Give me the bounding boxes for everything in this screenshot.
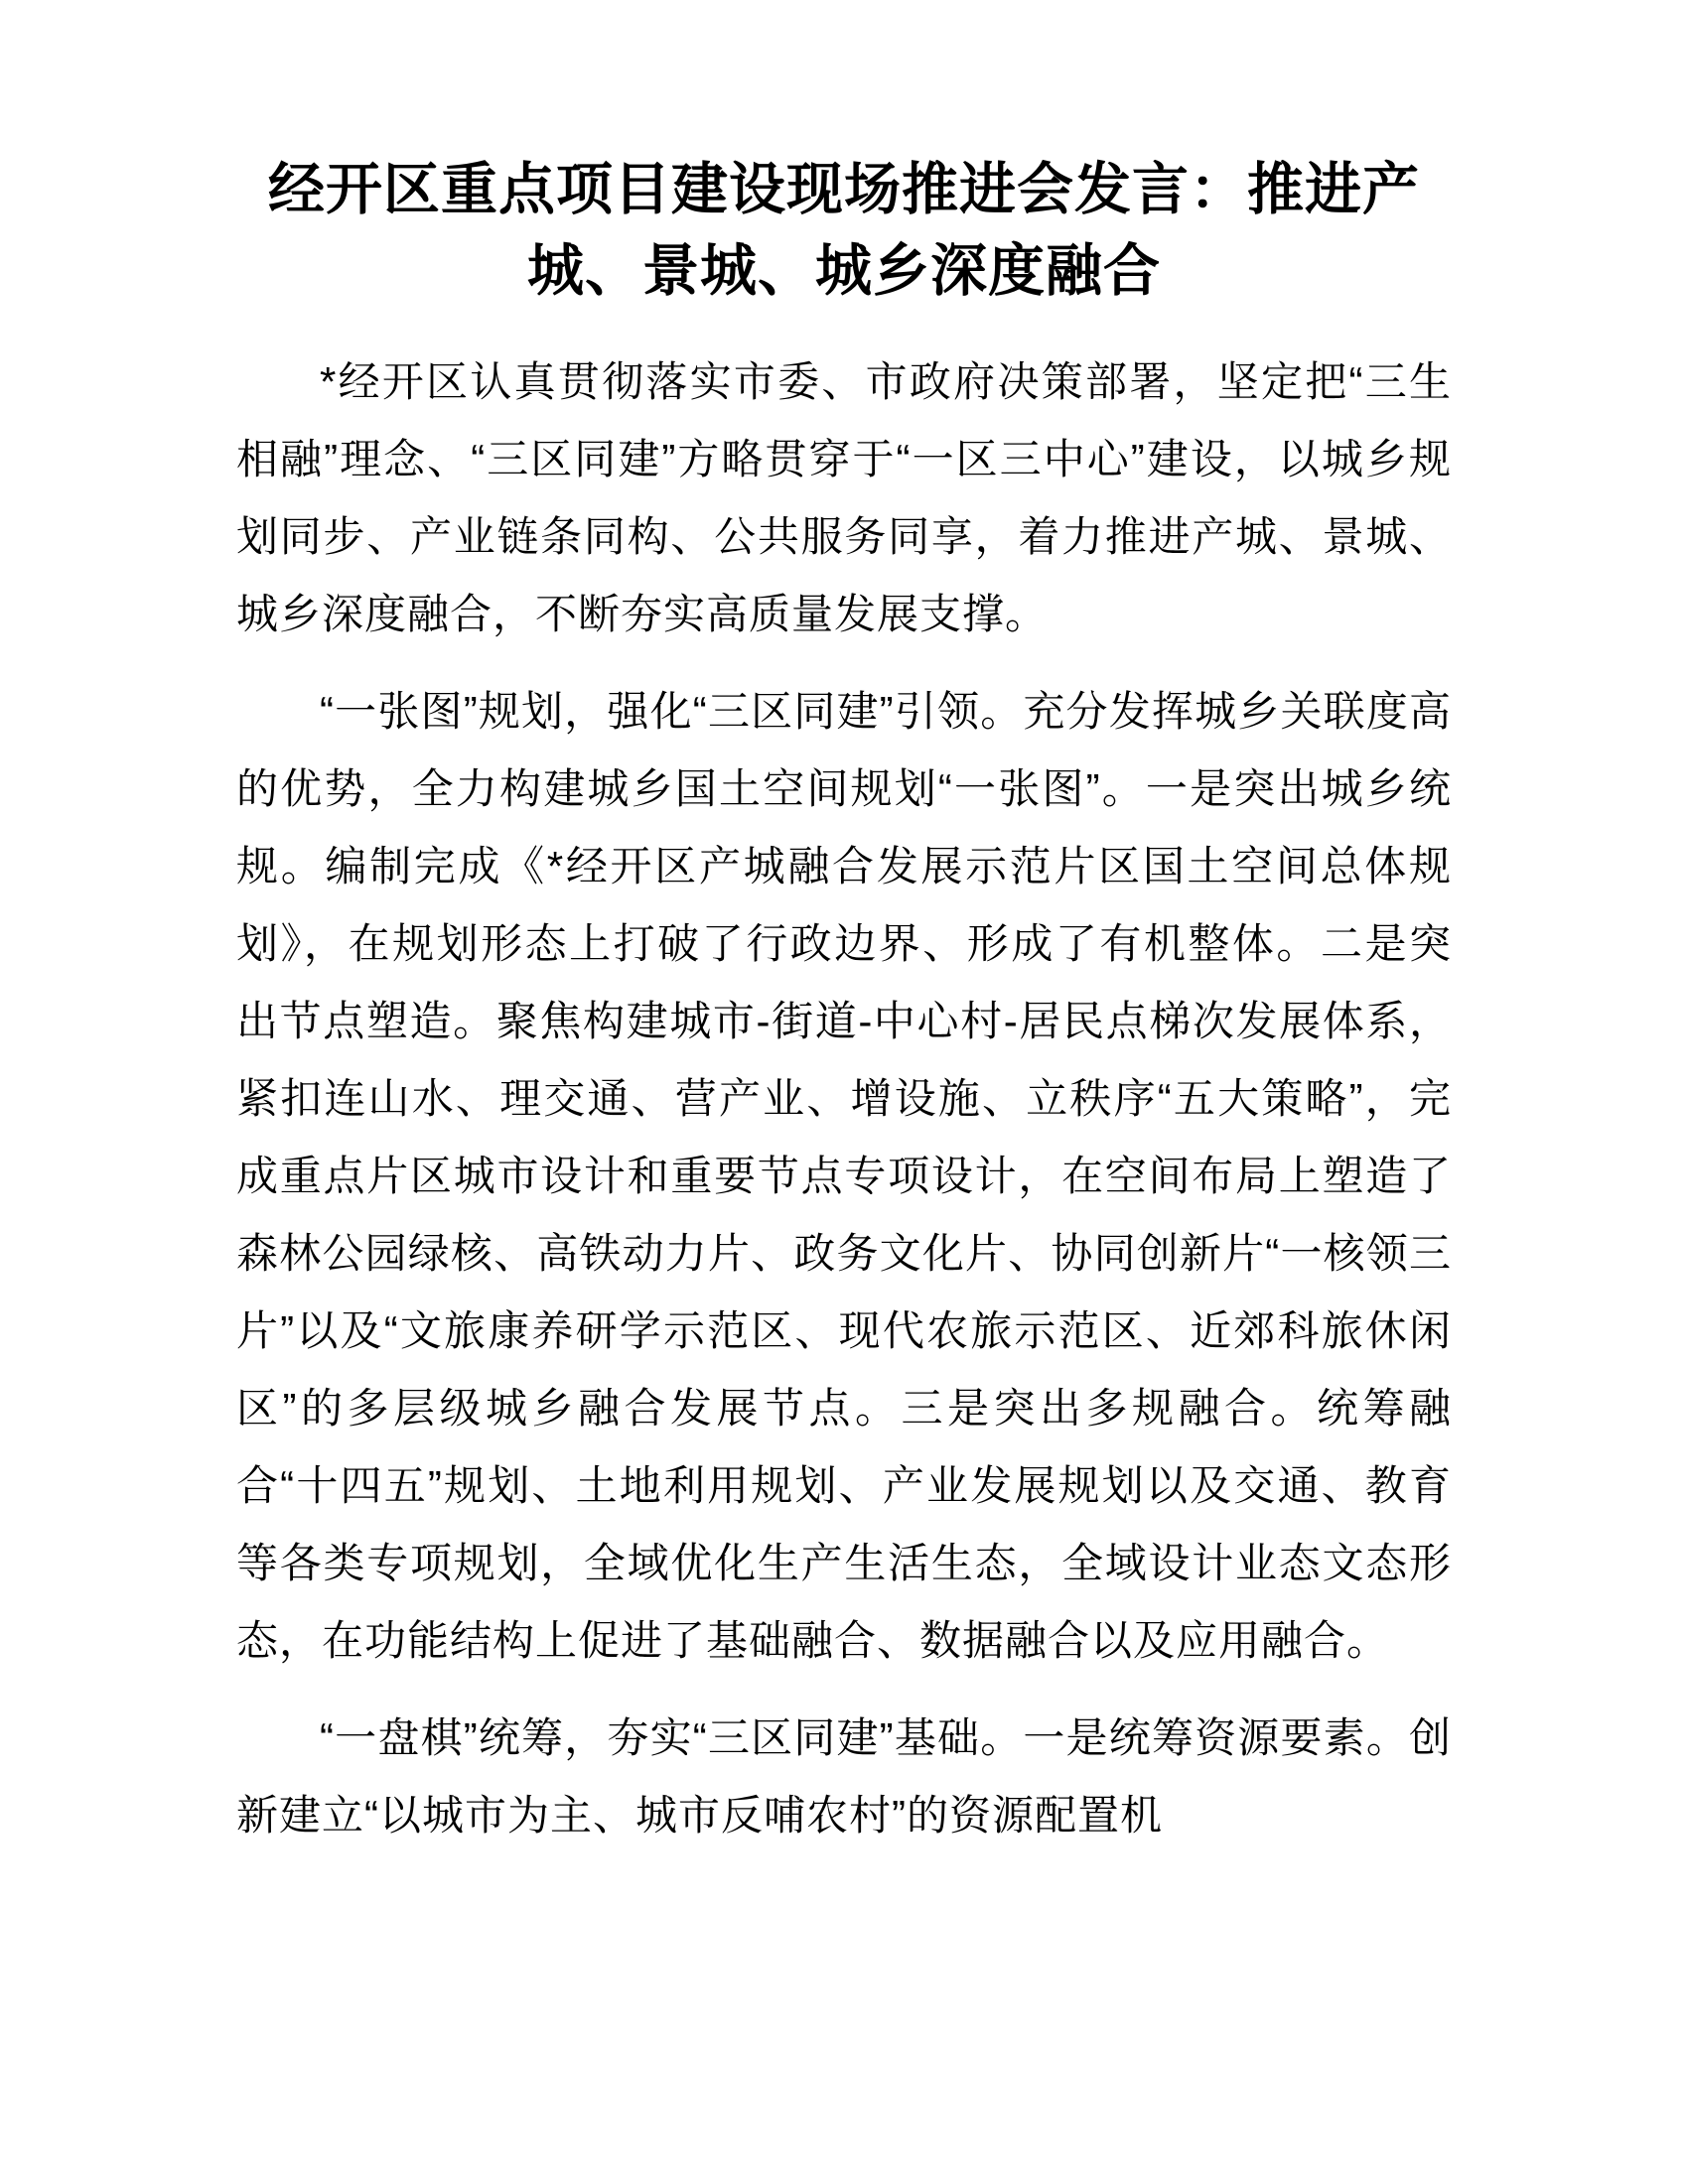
- paragraph: “一张图”规划，强化“三区同建”引领。充分发挥城乡关联度高的优势，全力构建城乡国土空间规划“一张图”。一是突出城乡统规。编制完成《*经开区产城融合发展示范片区国土空间总体规划》，在规划形态上打破了行政边界、形成了有机整体。二是突出节点塑造。聚焦构建城市-街道-中心村-居民点梯次发展体系，紧扣连山水、理交通、营产业、增设施、立秩序“五大策略”，完成重点片区城市设计和重要节点专项设计，在空间布局上塑造了森林公园绿核、高铁动力片、政务文化片、协同创新片“一核领三片”以及“文旅康养研学示范区、现代农旅示范区、近郊科旅休闲区”的多层级城乡融合发展节点。三是突出多规融合。统筹融合“十四五”规划、土地利用规划、产业发展规划以及交通、教育等各类专项规划，全域优化生产生活生态，全域设计业态文态形态，在功能结构上促进了基础融合、数据融合以及应用融合。: [236, 688, 1452, 1664]
- document-title: 经开区重点项目建设现场推进会发言：推进产城、景城、城乡深度融合: [268, 158, 1420, 303]
- paragraph: “一盘棋”统筹，夯实“三区同建”基础。一是统筹资源要素。创新建立“以城市为主、城市反哺农村”的资源配置机: [236, 1714, 1452, 1839]
- paragraph: *经开区认真贯彻落实市委、市政府决策部署，坚定把“三生相融”理念、“三区同建”方略贯穿于“一区三中心”建设，以城乡规划同步、产业链条同构、公共服务同享，着力推进产城、景城、城乡深度融合，不断夯实高质量发展支撑。: [236, 358, 1452, 637]
- document-body: [236, 343, 1452, 1854]
